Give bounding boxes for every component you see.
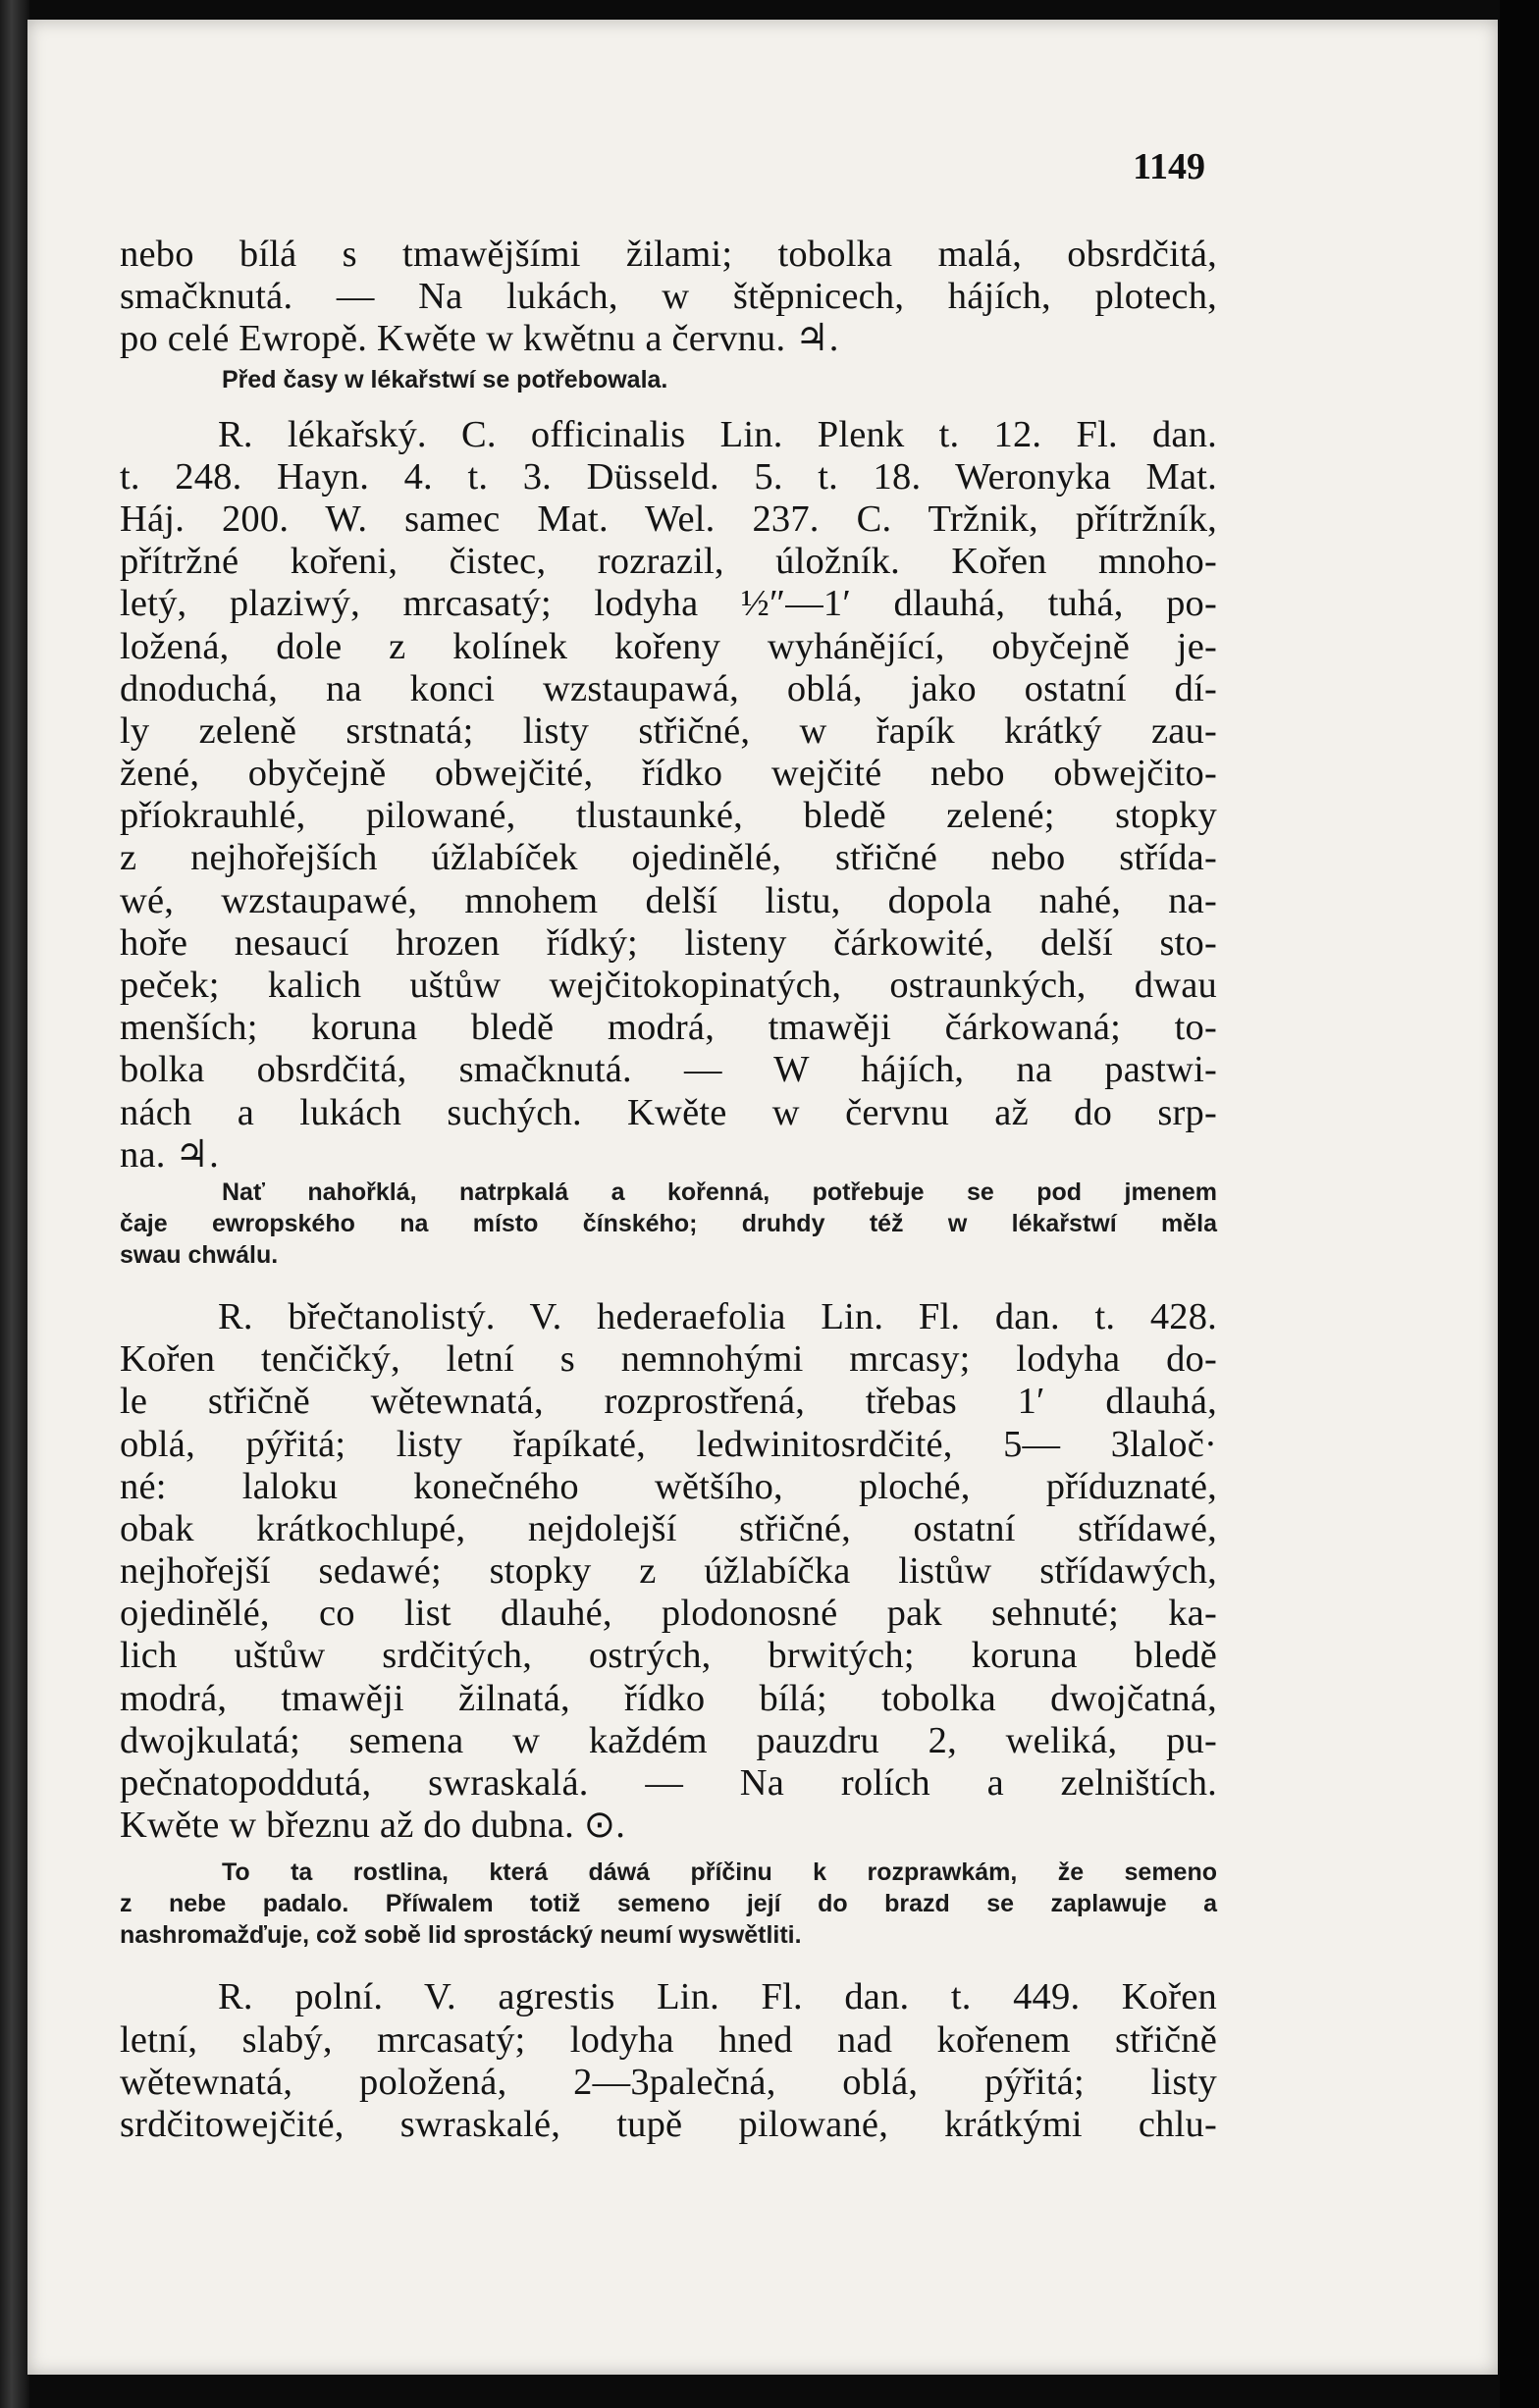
text-line: hoře nesaucí hrozen řídký; listeny čárkowité, delší sto- — [120, 921, 1217, 964]
text-line: ložená, dole z kolínek kořeny wyhánějící, obyčejně je- — [120, 625, 1217, 667]
text-line: nebo bílá s tmawějšími žilami; tobolka malá, obsrdčitá, — [120, 234, 1217, 275]
text-line: dwojkulatá; semena w každém pauzdru 2, weliká, pu- — [120, 1719, 1217, 1761]
text-line: bolka obsrdčitá, smačknutá. — W hájích, na pastwi- — [120, 1049, 1217, 1091]
text-line: nejhořejší sedawé; stopky z úžlabíčka listůw střídawých, — [120, 1550, 1217, 1593]
footnote-line: nashromažďuje, což sobě lid sprostácký neumí wyswětliti. — [120, 1921, 802, 1950]
footnote-line: To ta rostlina, která dáwá příčinu k rozprawkám, že semeno — [222, 1858, 1217, 1887]
text-line: lich uštůw srdčitých, ostrých, brwitých; koruna bledě — [120, 1635, 1217, 1677]
text-line: pečnatopoddutá, swraskalá. — Na rolích a zelništích. — [120, 1762, 1217, 1804]
text-line: letý, plaziwý, mrcasatý; lodyha ½″—1′ dlauhá, tuhá, po- — [120, 583, 1217, 625]
text-line: wětewnatá, položená, 2—3palečná, oblá, pýřitá; listy — [120, 2061, 1217, 2103]
scan-border-right — [1500, 0, 1539, 2408]
text-line: příokrauhlé, pilowané, tlustaunké, bledě zelené; stopky — [120, 795, 1217, 837]
text-line: přítržné kořeni, čistec, rozrazil, úložník. Kořen mnoho- — [120, 541, 1217, 583]
book-spine-edge — [0, 0, 29, 2408]
text-line: srdčitowejčité, swraskalé, tupě pilowané, krátkými chlu- — [120, 2103, 1217, 2145]
text-line: modrá, tmawěji žilnatá, řídko bílá; tobolka dwojčatná, — [120, 1677, 1217, 1719]
footnote-line: swau chwálu. — [120, 1240, 279, 1269]
text-line: Kořen tenčičký, letní s nemnohými mrcasy; lodyha do- — [120, 1338, 1217, 1381]
text-line: t. 248. Hayn. 4. t. 3. Düsseld. 5. t. 18. Weronyka Mat. — [120, 455, 1217, 497]
footnote-line: z nebe padalo. Příwalem totiž semeno její do brazd se zaplawuje a — [120, 1890, 1217, 1918]
footnote-line: čaje ewropského na místo čínského; druhdy též w lékařstwí měla — [120, 1209, 1217, 1237]
text-line: oblá, pýřitá; listy řapíkaté, ledwinitosrdčité, 5— 3laloč· — [120, 1423, 1217, 1465]
entry-heading-line: R. břečtanolistý. V. hederaefolia Lin. Fl. dan. t. 428. — [218, 1295, 1217, 1337]
text-line: né: laloku konečného wětšího, ploché, příduznaté, — [120, 1465, 1217, 1507]
text-line: le střičně wětewnatá, rozprostřená, třebas 1′ dlauhá, — [120, 1381, 1217, 1423]
text-line: Háj. 200. W. samec Mat. Wel. 237. C. Tržnik, přítržník, — [120, 497, 1217, 540]
text-line: ojedinělé, co list dlauhé, plodonosné pak sehnuté; ka- — [120, 1593, 1217, 1635]
text-line: menších; koruna bledě modrá, tmawěji čárkowaná; to- — [120, 1007, 1217, 1049]
text-line: žené, obyčejně obwejčité, řídko wejčité nebo obwejčito- — [120, 753, 1217, 795]
text-line: po celé Ewropě. Kwěte w kwětnu a červnu. ♃. — [120, 318, 839, 360]
text-line: nách a lukách suchých. Kwěte w červnu až do srp- — [120, 1091, 1217, 1133]
text-line: dnoduchá, na konci wzstaupawá, oblá, jako ostatní dí- — [120, 667, 1217, 709]
text-line: letní, slabý, mrcasatý; lodyha hned nad kořenem střičně — [120, 2018, 1217, 2061]
text-line: peček; kalich uštůw wejčitokopinatých, ostraunkých, dwau — [120, 965, 1217, 1006]
text-line: Kwěte w březnu až do dubna. ⊙. — [120, 1805, 626, 1847]
footnote-line: Před časy w lékařstwí se potřebowala. — [222, 365, 668, 393]
entry-heading-line: R. lékařský. C. officinalis Lin. Plenk t. 12. Fl. dan. — [218, 413, 1217, 455]
page-number: 1149 — [1133, 146, 1205, 187]
page-text — [120, 234, 1217, 2146]
text-line: obak krátkochlupé, nejdolejší střičné, ostatní střídawé, — [120, 1507, 1217, 1549]
entry-heading-line: R. polní. V. agrestis Lin. Fl. dan. t. 449. Kořen — [218, 1976, 1217, 2018]
text-line: ly zeleně srstnatá; listy střičné, w řapík krátký zau- — [120, 709, 1217, 752]
footnote-line: Nať nahořklá, natrpkalá a kořenná, potřebuje se pod jmenem — [222, 1178, 1217, 1206]
text-line: na. ♃. — [120, 1133, 219, 1176]
text-line: z nejhořejších úžlabíček ojedinělé, střičné nebo střída- — [120, 837, 1217, 879]
text-line: smačknutá. — Na lukách, w štěpnicech, hájích, plotech, — [120, 276, 1217, 318]
text-line: wé, wzstaupawé, mnohem delší listu, dopola nahé, na- — [120, 879, 1217, 921]
